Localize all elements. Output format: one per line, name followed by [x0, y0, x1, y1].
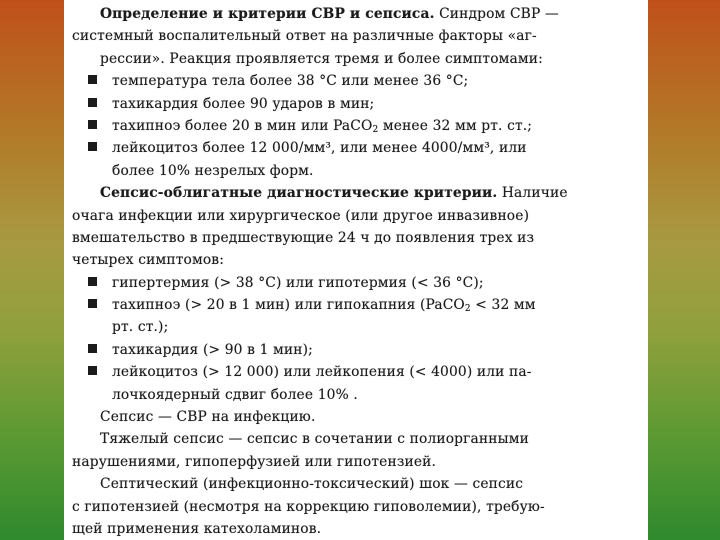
list-item-continuation: лочкоядерный сдвиг более 10% . [112, 386, 358, 403]
bullet-icon [88, 98, 97, 107]
paragraph-criteria-line-2: очага инфекции или хирургическое (или другое инвазивное) [72, 207, 530, 224]
bullet-icon [88, 299, 97, 308]
definition-text: Синдром СВР — [434, 6, 559, 22]
paragraph-septic-shock-line-2: с гипотензией (несмотря на коррекцию гиповолемии), требую- [72, 498, 545, 515]
paragraph-definition-line-2: системный воспалительный ответ на различные факторы «аг- [72, 28, 537, 45]
bullet-icon [88, 75, 97, 84]
subscript: 2 [464, 304, 471, 315]
document-page [64, 0, 648, 540]
list-item [72, 137, 640, 159]
paragraph-criteria-line-1 [72, 182, 640, 204]
list-item-text: гипертермия (> 38 °С) или гипотермия (< 36 °С); [112, 274, 484, 291]
bullet-icon [88, 142, 97, 151]
list-item-text: тахикардия (> 90 в 1 мин); [112, 341, 313, 358]
list-item-text: тахипноэ (> 20 в 1 мин) или гипокапния (PaCO [112, 297, 465, 314]
list-item-text: лейкоцитоз более 12 000/мм³, или менее 4000/мм³, или [112, 140, 527, 157]
list-item-text: тахипноэ более 20 в мин или PaCO [112, 117, 373, 134]
bullet-icon [88, 120, 97, 129]
list-item [72, 272, 640, 294]
paragraph-definition-line-1 [72, 3, 640, 25]
list-item [72, 93, 640, 115]
list-item [72, 339, 640, 361]
subscript: 2 [372, 124, 379, 135]
list-item [72, 115, 640, 137]
paragraph-sepsis: Сепсис — СВР на инфекцию. [100, 409, 316, 426]
list-item [72, 294, 640, 316]
list-item [72, 361, 640, 383]
list-item-text: < 32 мм [470, 297, 536, 314]
criteria-heading: Сепсис-облигатные диагностические критерии. [100, 185, 498, 202]
paragraph-severe-sepsis-line-2: нарушениями, гипоперфузией или гипотензией. [72, 453, 437, 470]
list-item-continuation: рт. ст.); [112, 319, 169, 336]
paragraph-septic-shock-line-1: Септический (инфекционно-токсический) шок — сепсис [100, 476, 524, 493]
list-item-text: лейкоцитоз (> 12 000) или лейкопения (< 4000) или па- [112, 364, 532, 381]
bullet-icon [88, 344, 97, 353]
definition-heading: Определение и критерии СВР и сепсиса. [100, 6, 435, 22]
paragraph-definition-line-3: рессии». Реакция проявляется тремя и более симптомами: [100, 50, 543, 67]
list-item-text: менее 32 мм рт. ст.; [378, 117, 533, 134]
list-item [72, 70, 640, 92]
paragraph-criteria-line-3: вмешательство в предшествующие 24 ч до появления трех из [72, 229, 535, 246]
bullet-icon [88, 277, 97, 286]
list-item-text: тахикардия более 90 ударов в мин; [112, 95, 375, 112]
criteria-text: Наличие [497, 185, 568, 202]
list-item-text: температура тела более 38 °С или менее 36 °С; [112, 73, 469, 90]
paragraph-criteria-line-4: четырех симптомов: [72, 252, 225, 269]
bullet-icon [88, 366, 97, 375]
paragraph-severe-sepsis-line-1: Тяжелый сепсис — сепсис в сочетании с полиорганными [100, 431, 529, 448]
list-item-continuation: более 10% незрелых форм. [112, 162, 314, 179]
paragraph-septic-shock-line-3: щей применения катехоламинов. [72, 520, 322, 537]
